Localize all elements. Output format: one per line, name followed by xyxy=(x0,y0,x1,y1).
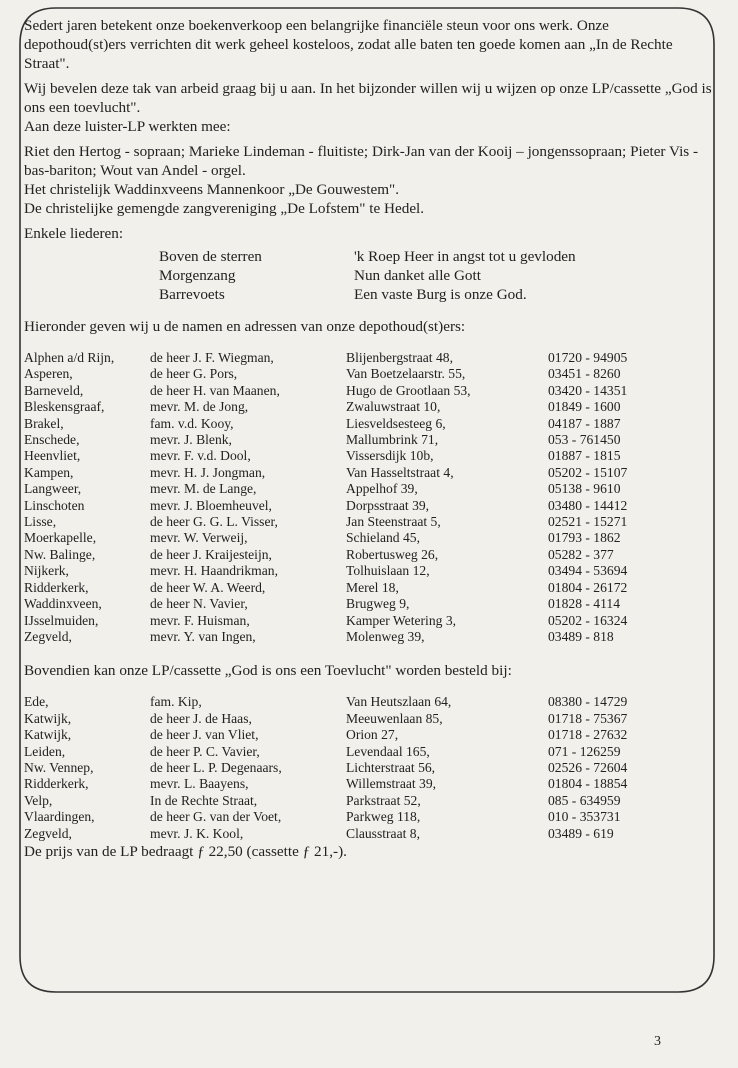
page-content xyxy=(24,16,714,867)
street-cell: Jan Steenstraat 5, xyxy=(346,514,441,530)
city-cell: Linschoten xyxy=(24,497,85,513)
depot-table xyxy=(24,350,708,645)
phone-cell: 01828 - 4114 xyxy=(548,596,620,612)
city-cell: Katwijk, xyxy=(24,727,72,743)
street-cell: Lichterstraat 56, xyxy=(346,759,436,775)
name-cell: de heer L. P. Degenaars, xyxy=(150,759,282,775)
phone-cell: 01720 - 94905 xyxy=(548,350,628,365)
table-row xyxy=(24,465,708,481)
street-cell: Blijenbergstraat 48, xyxy=(346,350,453,365)
name-cell: de heer P. C. Vavier, xyxy=(150,743,260,759)
name-cell: mevr. L. Baayens, xyxy=(150,776,249,792)
table-row xyxy=(24,727,708,743)
paragraph-sales: Sedert jaren betekent onze boekenverkoop een belangrijke financiële steun voor ons werk. Onze depothoud(st)ers verrichten dit werk geheel kosteloos, zodat alle baten ten goede komen aan „In de Rechte Straat". xyxy=(24,17,673,72)
phone-cell: 01804 - 18854 xyxy=(548,776,628,792)
city-cell: Nw. Vennep, xyxy=(24,759,94,775)
street-cell: Schieland 45, xyxy=(346,530,420,546)
city-cell: Waddinxveen, xyxy=(24,596,102,612)
table-row xyxy=(24,776,708,792)
table-row xyxy=(24,448,708,464)
phone-cell: 05202 - 16324 xyxy=(548,612,628,628)
street-cell: Brugweg 9, xyxy=(346,596,410,612)
name-cell: mevr. H. J. Jongman, xyxy=(150,464,266,480)
city-cell: Langweer, xyxy=(24,481,82,497)
table-row xyxy=(24,481,708,497)
name-cell: de heer J. Kraijesteijn, xyxy=(150,546,272,562)
name-cell: mevr. M. de Jong, xyxy=(150,399,249,415)
paragraph-contributors: Riet den Hertog - sopraan; Marieke Lindeman - fluitiste; Dirk-Jan van der Kooij – jongenssopraan; Pieter Vis - bas-bariton; Wout van Andel - orgel. xyxy=(24,143,699,179)
table-row xyxy=(24,530,708,546)
table-row xyxy=(24,350,708,366)
phone-cell: 05138 - 9610 xyxy=(548,481,621,497)
city-cell: Moerkapelle, xyxy=(24,530,97,546)
street-cell: Willemstraat 39, xyxy=(346,776,437,792)
street-cell: Van Boetzelaarstr. 55, xyxy=(346,366,466,382)
street-cell: Dorpsstraat 39, xyxy=(346,497,430,513)
phone-cell: 053 - 761450 xyxy=(548,432,621,448)
city-cell: IJsselmuiden, xyxy=(24,612,99,628)
city-cell: Lisse, xyxy=(24,514,57,530)
order-intro: Bovendien kan onze LP/cassette „God is ons een Toevlucht" worden besteld bij: xyxy=(24,662,512,680)
table-row xyxy=(24,383,708,399)
city-cell: Brakel, xyxy=(24,415,64,431)
city-cell: Vlaardingen, xyxy=(24,809,95,825)
street-cell: Hugo de Grootlaan 53, xyxy=(346,382,471,398)
table-row xyxy=(24,366,708,382)
song-column-left xyxy=(159,247,262,304)
city-cell: Asperen, xyxy=(24,366,73,382)
name-cell: de heer N. Vavier, xyxy=(150,596,248,612)
phone-cell: 05202 - 15107 xyxy=(548,464,628,480)
order-table xyxy=(24,694,708,842)
street-cell: Orion 27, xyxy=(346,727,399,743)
city-cell: Velp, xyxy=(24,792,53,808)
phone-cell: 03489 - 818 xyxy=(548,628,614,644)
street-cell: Vissersdijk 10b, xyxy=(346,448,434,464)
city-cell: Nijkerk, xyxy=(24,563,69,579)
phone-cell: 03451 - 8260 xyxy=(548,366,621,382)
table-row xyxy=(24,432,708,448)
city-cell: Zegveld, xyxy=(24,628,72,644)
city-cell: Bleskensgraaf, xyxy=(24,399,105,415)
page-number: 3 xyxy=(654,1034,661,1049)
city-cell: Katwijk, xyxy=(24,710,72,726)
street-cell: Zwaluwstraat 10, xyxy=(346,399,441,415)
song-title: Boven de sterren xyxy=(159,248,262,265)
street-cell: Clausstraat 8, xyxy=(346,825,420,841)
table-row xyxy=(24,809,708,825)
song-title: Nun danket alle Gott xyxy=(354,267,481,284)
name-cell: de heer J. de Haas, xyxy=(150,710,252,726)
phone-cell: 08380 - 14729 xyxy=(548,694,628,710)
phone-cell: 01804 - 26172 xyxy=(548,579,628,595)
name-cell: de heer G. Pors, xyxy=(150,366,238,382)
street-cell: Liesveldsesteeg 6, xyxy=(346,415,446,431)
city-cell: Nw. Balinge, xyxy=(24,546,96,562)
street-cell: Parkweg 118, xyxy=(346,809,421,825)
name-cell: mevr. J. K. Kool, xyxy=(150,825,244,841)
table-row xyxy=(24,793,708,809)
city-cell: Barneveld, xyxy=(24,382,84,398)
city-cell: Leiden, xyxy=(24,743,66,759)
street-cell: Robertusweg 26, xyxy=(346,546,439,562)
city-cell: Kampen, xyxy=(24,464,74,480)
song-column-right xyxy=(354,247,576,304)
table-row xyxy=(24,596,708,612)
phone-cell: 01718 - 75367 xyxy=(548,710,628,726)
table-row xyxy=(24,547,708,563)
depot-intro: Hieronder geven wij u de namen en adressen van onze depothoud(st)ers: xyxy=(24,318,466,335)
table-row xyxy=(24,580,708,596)
table-row xyxy=(24,399,708,415)
street-cell: Tolhuislaan 12, xyxy=(346,563,430,579)
street-cell: Merel 18, xyxy=(346,579,399,595)
name-cell: mevr. Y. van Ingen, xyxy=(150,628,256,644)
song-title: Morgenzang xyxy=(159,267,236,284)
street-cell: Meeuwenlaan 85, xyxy=(346,710,443,726)
table-row xyxy=(24,629,708,645)
phone-cell: 01718 - 27632 xyxy=(548,727,628,743)
table-row xyxy=(24,744,708,760)
table-row xyxy=(24,760,708,776)
name-cell: de heer H. van Maanen, xyxy=(150,382,280,398)
street-cell: Appelhof 39, xyxy=(346,481,418,497)
price-line: De prijs van de LP bedraagt ƒ 22,50 (cassette ƒ 21,-). xyxy=(24,842,347,860)
name-cell: fam. Kip, xyxy=(150,694,202,710)
phone-cell: 085 - 634959 xyxy=(548,792,621,808)
name-cell: fam. v.d. Kooy, xyxy=(150,415,234,431)
phone-cell: 071 - 126259 xyxy=(548,743,621,759)
street-cell: Kamper Wetering 3, xyxy=(346,612,457,628)
phone-cell: 04187 - 1887 xyxy=(548,415,621,431)
paragraph-choir: Het christelijk Waddinxveens Mannenkoor „De Gouwestem". xyxy=(24,181,400,198)
paragraph-contributors-intro: Aan deze luister-LP werkten mee: xyxy=(24,118,231,135)
phone-cell: 010 - 353731 xyxy=(548,809,621,825)
phone-cell: 05282 - 377 xyxy=(548,546,614,562)
name-cell: mevr. F. Huisman, xyxy=(150,612,250,628)
table-row xyxy=(24,416,708,432)
name-cell: mevr. J. Blenk, xyxy=(150,432,232,448)
street-cell: Van Hasseltstraat 4, xyxy=(346,464,454,480)
song-title: Barrevoets xyxy=(159,286,225,303)
name-cell: mevr. J. Bloemheuvel, xyxy=(150,497,272,513)
city-cell: Zegveld, xyxy=(24,825,72,841)
street-cell: Molenweg 39, xyxy=(346,628,425,644)
table-row xyxy=(24,498,708,514)
table-row xyxy=(24,613,708,629)
table-row xyxy=(24,514,708,530)
name-cell: mevr. F. v.d. Dool, xyxy=(150,448,251,464)
street-cell: Mallumbrink 71, xyxy=(346,432,439,448)
name-cell: de heer J. van Vliet, xyxy=(150,727,259,743)
phone-cell: 01849 - 1600 xyxy=(548,399,621,415)
city-cell: Ridderkerk, xyxy=(24,776,89,792)
name-cell: mevr. M. de Lange, xyxy=(150,481,257,497)
street-cell: Van Heutszlaan 64, xyxy=(346,694,452,710)
song-title: 'k Roep Heer in angst tot u gevloden xyxy=(354,248,576,265)
table-row xyxy=(24,711,708,727)
phone-cell: 02526 - 72604 xyxy=(548,759,628,775)
city-cell: Ridderkerk, xyxy=(24,579,89,595)
name-cell: mevr. H. Haandrikman, xyxy=(150,563,278,579)
city-cell: Ede, xyxy=(24,694,49,710)
city-cell: Heenvliet, xyxy=(24,448,81,464)
table-row xyxy=(24,694,708,710)
name-cell: de heer G. van der Voet, xyxy=(150,809,282,825)
song-list xyxy=(24,247,714,307)
phone-cell: 03494 - 53694 xyxy=(548,563,628,579)
name-cell: In de Rechte Straat, xyxy=(150,792,258,808)
paragraph-recommend: Wij bevelen deze tak van arbeid graag bij u aan. In het bijzonder willen wij u wijzen op onze LP/cassette „God is ons een toevlucht". xyxy=(24,80,712,116)
name-cell: de heer G. G. L. Visser, xyxy=(150,514,278,530)
name-cell: mevr. W. Verweij, xyxy=(150,530,248,546)
phone-cell: 03480 - 14412 xyxy=(548,497,628,513)
phone-cell: 01887 - 1815 xyxy=(548,448,621,464)
songs-heading: Enkele liederen: xyxy=(24,225,124,242)
song-title: Een vaste Burg is onze God. xyxy=(354,286,527,303)
table-row xyxy=(24,826,708,842)
paragraph-singing-society: De christelijke gemengde zangvereniging „De Lofstem" te Hedel. xyxy=(24,200,425,217)
street-cell: Parkstraat 52, xyxy=(346,792,421,808)
phone-cell: 01793 - 1862 xyxy=(548,530,621,546)
table-row xyxy=(24,563,708,579)
city-cell: Alphen a/d Rijn, xyxy=(24,350,115,365)
phone-cell: 03420 - 14351 xyxy=(548,382,628,398)
name-cell: de heer W. A. Weerd, xyxy=(150,579,266,595)
phone-cell: 03489 - 619 xyxy=(548,825,614,841)
name-cell: de heer J. F. Wiegman, xyxy=(150,350,274,365)
street-cell: Levendaal 165, xyxy=(346,743,430,759)
city-cell: Enschede, xyxy=(24,432,80,448)
phone-cell: 02521 - 15271 xyxy=(548,514,628,530)
